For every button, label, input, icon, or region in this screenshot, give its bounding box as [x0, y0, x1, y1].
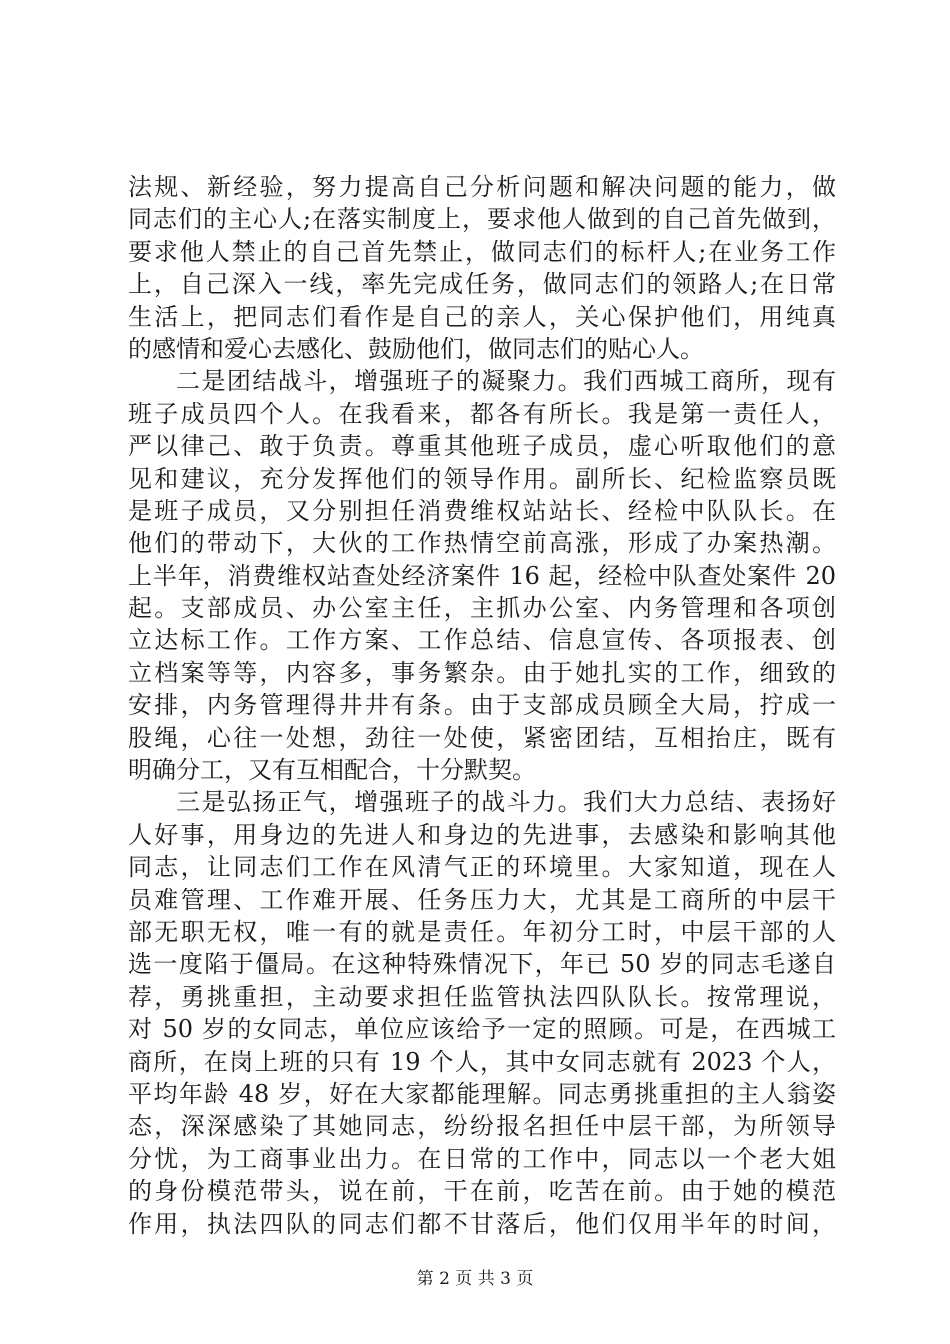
text-line: 上，自己深入一线，率先完成任务，做同志们的领路人;在日常: [128, 270, 836, 299]
text-line: 同志们的主心人;在落实制度上，要求他人做到的自己首先做到，: [128, 205, 836, 234]
text-line: 立达标工作。工作方案、工作总结、信息宣传、各项报表、创: [128, 626, 836, 655]
text-line: 态，深深感染了其她同志，纷纷报名担任中层干部，为所领导: [128, 1112, 836, 1141]
text-line: 起。支部成员、办公室主任，主抓办公室、内务管理和各项创: [128, 594, 836, 623]
text-line: 分忧，为工商事业出力。在日常的工作中，同志以一个老大姐: [128, 1144, 836, 1173]
paragraph-start-line: 三是弘扬正气，增强班子的战斗力。我们大力总结、表扬好: [176, 788, 836, 817]
text-line: 是班子成员，又分别担任消费维权站站长、经检中队队长。在: [128, 496, 836, 525]
text-line: 选一度陷于僵局。在这种特殊情况下，年已 50 岁的同志毛遂自: [128, 950, 836, 979]
text-line: 班子成员四个人。在我看来，都各有所长。我是第一责任人，: [128, 399, 836, 428]
text-line: 的感情和爱心去感化、鼓励他们，做同志们的贴心人。: [128, 334, 704, 363]
text-line: 部无职无权，唯一有的就是责任。年初分工时，中层干部的人: [128, 917, 836, 946]
text-line: 立档案等等，内容多，事务繁杂。由于她扎实的工作，细致的: [128, 658, 836, 687]
page-footer: 第 2 页 共 3 页: [416, 1269, 534, 1289]
text-line: 明确分工，又有互相配合，十分默契。: [128, 756, 536, 785]
text-line: 平均年龄 48 岁，好在大家都能理解。同志勇挑重担的主人翁姿: [128, 1079, 836, 1108]
text-line: 安排，内务管理得井井有条。由于支部成员顾全大局，拧成一: [128, 691, 836, 720]
text-line: 商所，在岗上班的只有 19 个人，其中女同志就有 2023 个人，: [128, 1047, 836, 1076]
text-line: 员难管理、工作难开展、任务压力大，尤其是工商所的中层干: [128, 885, 836, 914]
text-line: 作用，执法四队的同志们都不甘落后，他们仅用半年的时间，: [128, 1209, 836, 1238]
text-line: 见和建议，充分发挥他们的领导作用。副所长、纪检监察员既: [128, 464, 836, 493]
text-line: 他们的带动下，大伙的工作热情空前高涨，形成了办案热潮。: [128, 529, 836, 558]
text-line: 人好事，用身边的先进人和身边的先进事，去感染和影响其他: [128, 820, 836, 849]
text-line: 股绳，心往一处想，劲往一处使，紧密团结，互相抬庄，既有: [128, 723, 836, 752]
text-line: 生活上，把同志们看作是自己的亲人，关心保护他们，用纯真: [128, 302, 836, 331]
text-line: 同志，让同志们工作在风清气正的环境里。大家知道，现在人: [128, 853, 836, 882]
text-line: 荐，勇挑重担，主动要求担任监管执法四队队长。按常理说，: [128, 982, 836, 1011]
text-line: 对 50 岁的女同志，单位应该给予一定的照顾。可是，在西城工: [128, 1015, 836, 1044]
text-line: 的身份模范带头，说在前，干在前，吃苦在前。由于她的模范: [128, 1177, 836, 1206]
document-body: [128, 171, 836, 1240]
text-line: 上半年，消费维权站查处经济案件 16 起，经检中队查处案件 20: [128, 561, 836, 590]
text-line: 严以律己、敢于负责。尊重其他班子成员，虚心听取他们的意: [128, 432, 836, 461]
paragraph-start-line: 二是团结战斗，增强班子的凝聚力。我们西城工商所，现有: [176, 367, 836, 396]
text-line: 要求他人禁止的自己首先禁止，做同志们的标杆人;在业务工作: [128, 237, 836, 266]
text-line: 法规、新经验，努力提高自己分析问题和解决问题的能力，做: [128, 173, 836, 201]
